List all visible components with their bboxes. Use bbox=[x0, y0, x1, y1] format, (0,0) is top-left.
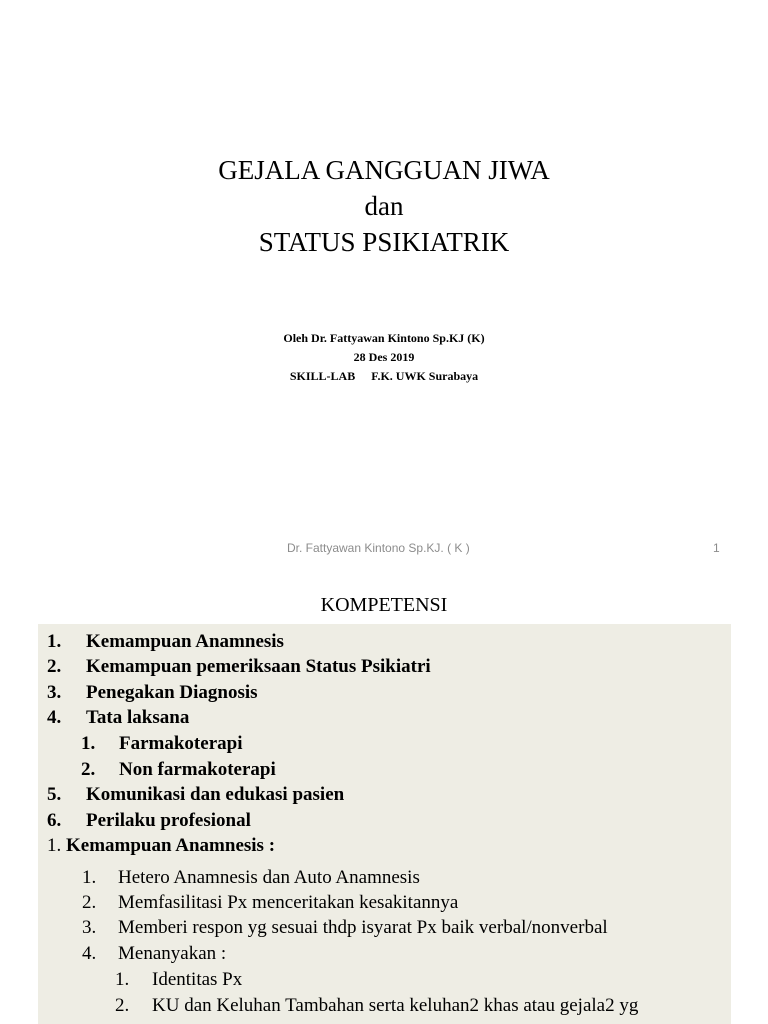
list-item-text: Komunikasi dan edukasi pasien bbox=[86, 784, 345, 805]
list-item-number: 1. bbox=[81, 733, 96, 754]
section-title: Kemampuan Anamnesis : bbox=[66, 835, 276, 856]
list-item-text: Memfasilitasi Px menceritakan kesakitannya bbox=[118, 892, 459, 913]
list-item-text: Farmakoterapi bbox=[119, 733, 243, 754]
list-item-number: 3. bbox=[82, 917, 97, 938]
list-item-text: KU dan Keluhan Tambahan serta keluhan2 khas atau gejala2 yg bbox=[152, 995, 639, 1016]
list-item-text: Penegakan Diagnosis bbox=[86, 682, 258, 703]
list-item-number: 4. bbox=[82, 943, 97, 964]
list-item-text: Menanyakan : bbox=[118, 943, 227, 964]
author-line: Oleh Dr. Fattyawan Kintono Sp.KJ (K) bbox=[283, 331, 485, 345]
list-item-number: 2. bbox=[81, 759, 96, 780]
slide2-title: KOMPETENSI bbox=[320, 594, 448, 616]
list-item-text: Hetero Anamnesis dan Auto Anamnesis bbox=[118, 867, 420, 888]
list-item-text: Non farmakoterapi bbox=[119, 759, 276, 780]
list-item-number: 2. bbox=[47, 656, 62, 677]
competency-list-box bbox=[38, 624, 731, 1024]
list-item-text: Identitas Px bbox=[152, 969, 243, 990]
list-item-number: 1. bbox=[115, 969, 130, 990]
title-line-1: GEJALA GANGGUAN JIWA bbox=[218, 155, 550, 185]
section-number: 1. bbox=[47, 835, 62, 856]
list-item-number: 2. bbox=[82, 892, 97, 913]
list-item-text: Kemampuan pemeriksaan Status Psikiatri bbox=[86, 656, 431, 677]
list-item-text: Tata laksana bbox=[86, 707, 190, 728]
list-item-text: Kemampuan Anamnesis bbox=[86, 631, 284, 652]
section-heading bbox=[47, 834, 275, 858]
list-item-text: Memberi respon yg sesuai thdp isyarat Px baik verbal/nonverbal bbox=[118, 917, 608, 938]
title-line-3: STATUS PSIKIATRIK bbox=[258, 227, 510, 257]
list-item-number: 3. bbox=[47, 682, 62, 703]
date-line: 28 Des 2019 bbox=[353, 350, 415, 364]
slide-footer-text: Dr. Fattyawan Kintono Sp.KJ. ( K ) bbox=[287, 541, 470, 555]
title-line-2: dan bbox=[364, 191, 404, 221]
list-item-number: 4. bbox=[47, 707, 62, 728]
list-item-number: 2. bbox=[115, 995, 130, 1016]
list-item-number: 5. bbox=[47, 784, 62, 805]
venue-faculty: F.K. UWK Surabaya bbox=[371, 369, 479, 383]
list-item-number: 6. bbox=[47, 810, 62, 831]
venue-skill-lab: SKILL-LAB bbox=[289, 369, 356, 383]
list-item-number: 1. bbox=[47, 631, 62, 652]
list-item-number: 1. bbox=[82, 867, 97, 888]
venue-line bbox=[0, 367, 768, 386]
list-item-text: Perilaku profesional bbox=[86, 810, 251, 831]
slide-page-number: 1 bbox=[713, 541, 720, 555]
